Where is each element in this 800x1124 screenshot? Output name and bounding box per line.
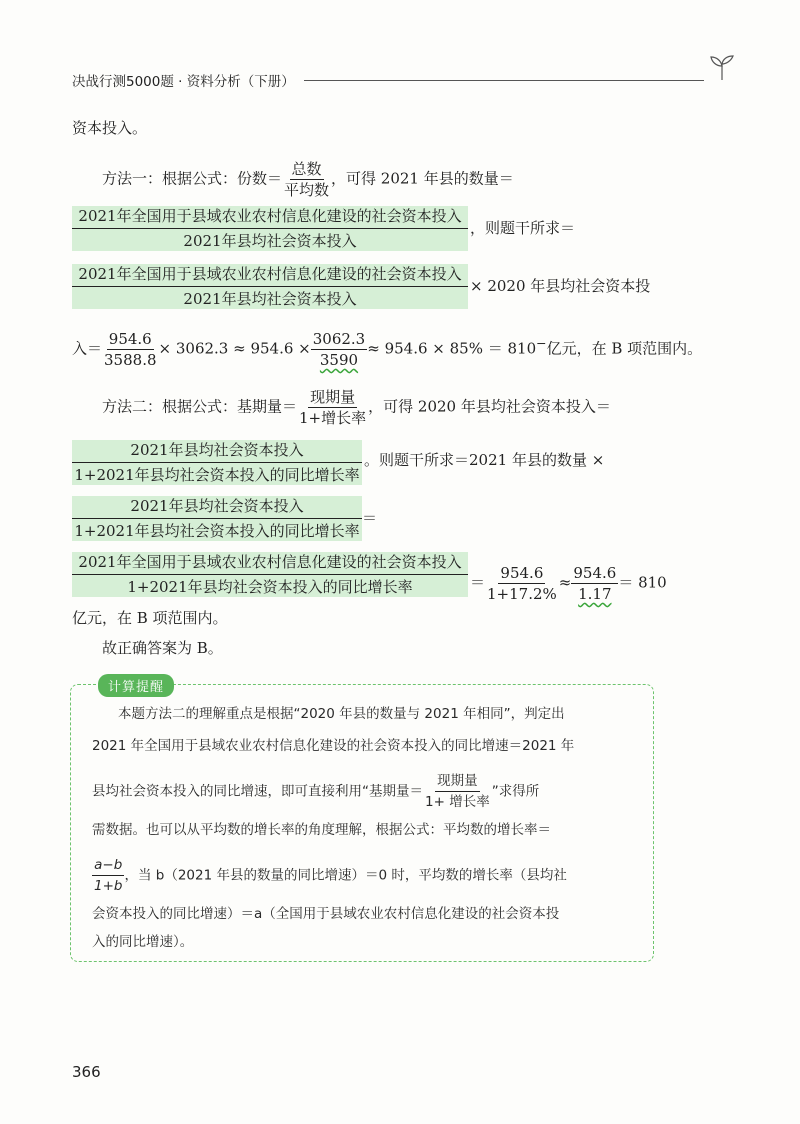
text-span: ”求得所: [491, 783, 540, 800]
running-header: [72, 66, 740, 90]
text-line: ＝: [362, 509, 378, 527]
header-rule: [304, 80, 704, 81]
text-line: × 2020 年县均社会资本投: [470, 277, 651, 295]
fraction-denominator: 1+增长率: [299, 409, 367, 427]
fraction-numerator: 954.6: [108, 330, 152, 348]
fraction-denominator: 2021年县均社会资本投入: [183, 232, 357, 250]
fraction-numerator: 现期量: [435, 772, 480, 792]
fraction: [571, 564, 618, 603]
long-fraction: [72, 264, 468, 309]
calculation-line: [470, 564, 667, 603]
fraction-denominator: 1+17.2%: [487, 585, 557, 603]
fraction-bar: [72, 228, 468, 229]
answer-line: 故正确答案为 B。: [102, 639, 223, 657]
text-span: ＝: [470, 573, 486, 592]
fraction: [282, 160, 331, 199]
fraction-numerator: 3062.3: [312, 330, 366, 348]
text-span: ≈: [558, 573, 572, 592]
text-span: ＝ 810: [618, 573, 667, 592]
tip-line: 入的同比增速）。: [92, 934, 194, 950]
fraction-numerator: 2021年全国用于县域农业农村信息化建设的社会资本投入: [78, 207, 462, 225]
long-fraction: [72, 552, 468, 597]
fraction-denominator: 3590: [319, 351, 359, 369]
long-fraction: [72, 496, 362, 541]
text-span: 入＝: [72, 339, 103, 358]
fraction: [92, 856, 124, 895]
text-span: × 3062.3 ≈ 954.6 ×: [158, 339, 311, 358]
fraction-numerator: 2021年全国用于县域农业农村信息化建设的社会资本投入: [78, 265, 462, 283]
fraction-denominator: 1+2021年县均社会资本投入的同比增长率: [74, 522, 360, 540]
text-span: 方法二：根据公式：基期量＝: [102, 397, 298, 416]
tip-line: 需数据。也可以从平均数的增长率的角度理解，根据公式：平均数的增长率＝: [92, 822, 551, 838]
fraction-bar: [72, 286, 468, 287]
long-fraction: [72, 206, 468, 251]
header-title: 决战行测5000题 · 资料分析（下册）: [72, 74, 295, 90]
text-span: 亿元，在 B 项范围内。: [546, 339, 703, 358]
fraction-bar: [72, 462, 362, 463]
fraction-denominator: 1+2021年县均社会资本投入的同比增长率: [74, 466, 360, 484]
fraction: [485, 564, 559, 603]
text-span: ≈ 954.6 × 85% ＝ 810: [367, 339, 537, 358]
fraction: [423, 772, 492, 811]
fraction-denominator: 平均数: [284, 181, 330, 199]
fraction: [311, 330, 368, 369]
fraction-numerator: 总数: [291, 160, 322, 178]
fraction-numerator: 2021年全国用于县域农业农村信息化建设的社会资本投入: [78, 553, 462, 571]
fraction-denominator: 2021年县均社会资本投入: [183, 290, 357, 308]
tip-line: 本题方法二的理解重点是根据“2020 年县的数量与 2021 年相同”，判定出: [118, 706, 565, 722]
fraction-numerator: 954.6: [500, 564, 544, 582]
text-line: 。则题干所求＝2021 年县的数量 ×: [364, 451, 605, 469]
fraction-denominator: 1+ 增长率: [425, 794, 490, 810]
method-two-line: [102, 388, 611, 427]
page-number: 366: [72, 1063, 101, 1081]
text-span: ，可得 2021 年县的数量＝: [331, 169, 514, 188]
text-span: ，可得 2020 年县均社会资本投入＝: [368, 397, 611, 416]
method-one-line: [102, 160, 514, 199]
text-line: 资本投入。: [72, 119, 148, 137]
fraction-numerator: 2021年县均社会资本投入: [130, 441, 304, 459]
long-fraction: [72, 440, 362, 485]
fraction-bar: [72, 518, 362, 519]
sprout-icon: [704, 52, 740, 82]
tip-line: [92, 856, 567, 895]
tip-line: 2021 年全国用于县域农业农村信息化建设的社会资本投入的同比增速＝2021 年: [92, 738, 575, 754]
fraction: [102, 330, 159, 369]
fraction: [297, 388, 368, 427]
fraction-denominator: 1.17: [578, 585, 612, 603]
fraction-numerator: 954.6: [573, 564, 617, 582]
fraction-denominator: 1+b: [94, 878, 123, 894]
tip-label: 计算提醒: [98, 674, 174, 697]
text-span: ，当 b（2021 年县的数量的同比增速）＝0 时，平均数的增长率（县均社: [124, 867, 567, 884]
fraction-denominator: 3588.8: [104, 351, 157, 369]
fraction-numerator: 现期量: [310, 388, 356, 406]
superscript: −: [536, 335, 547, 351]
tip-line: [92, 772, 539, 811]
fraction-numerator: 2021年县均社会资本投入: [130, 497, 304, 515]
fraction-numerator: a−b: [92, 856, 124, 876]
calculation-line: [72, 330, 702, 369]
text-span: 县均社会资本投入的同比增速，即可直接利用“基期量＝: [92, 783, 423, 800]
fraction-bar: [72, 574, 468, 575]
text-span: 方法一：根据公式：份数＝: [102, 169, 283, 188]
tip-line: 会资本投入的同比增速）＝a（全国用于县域农业农村信息化建设的社会资本投: [92, 906, 560, 922]
text-line: 亿元，在 B 项范围内。: [72, 609, 228, 627]
fraction-denominator: 1+2021年县均社会资本投入的同比增长率: [127, 578, 413, 596]
text-line: ，则题干所求＝: [470, 219, 576, 237]
